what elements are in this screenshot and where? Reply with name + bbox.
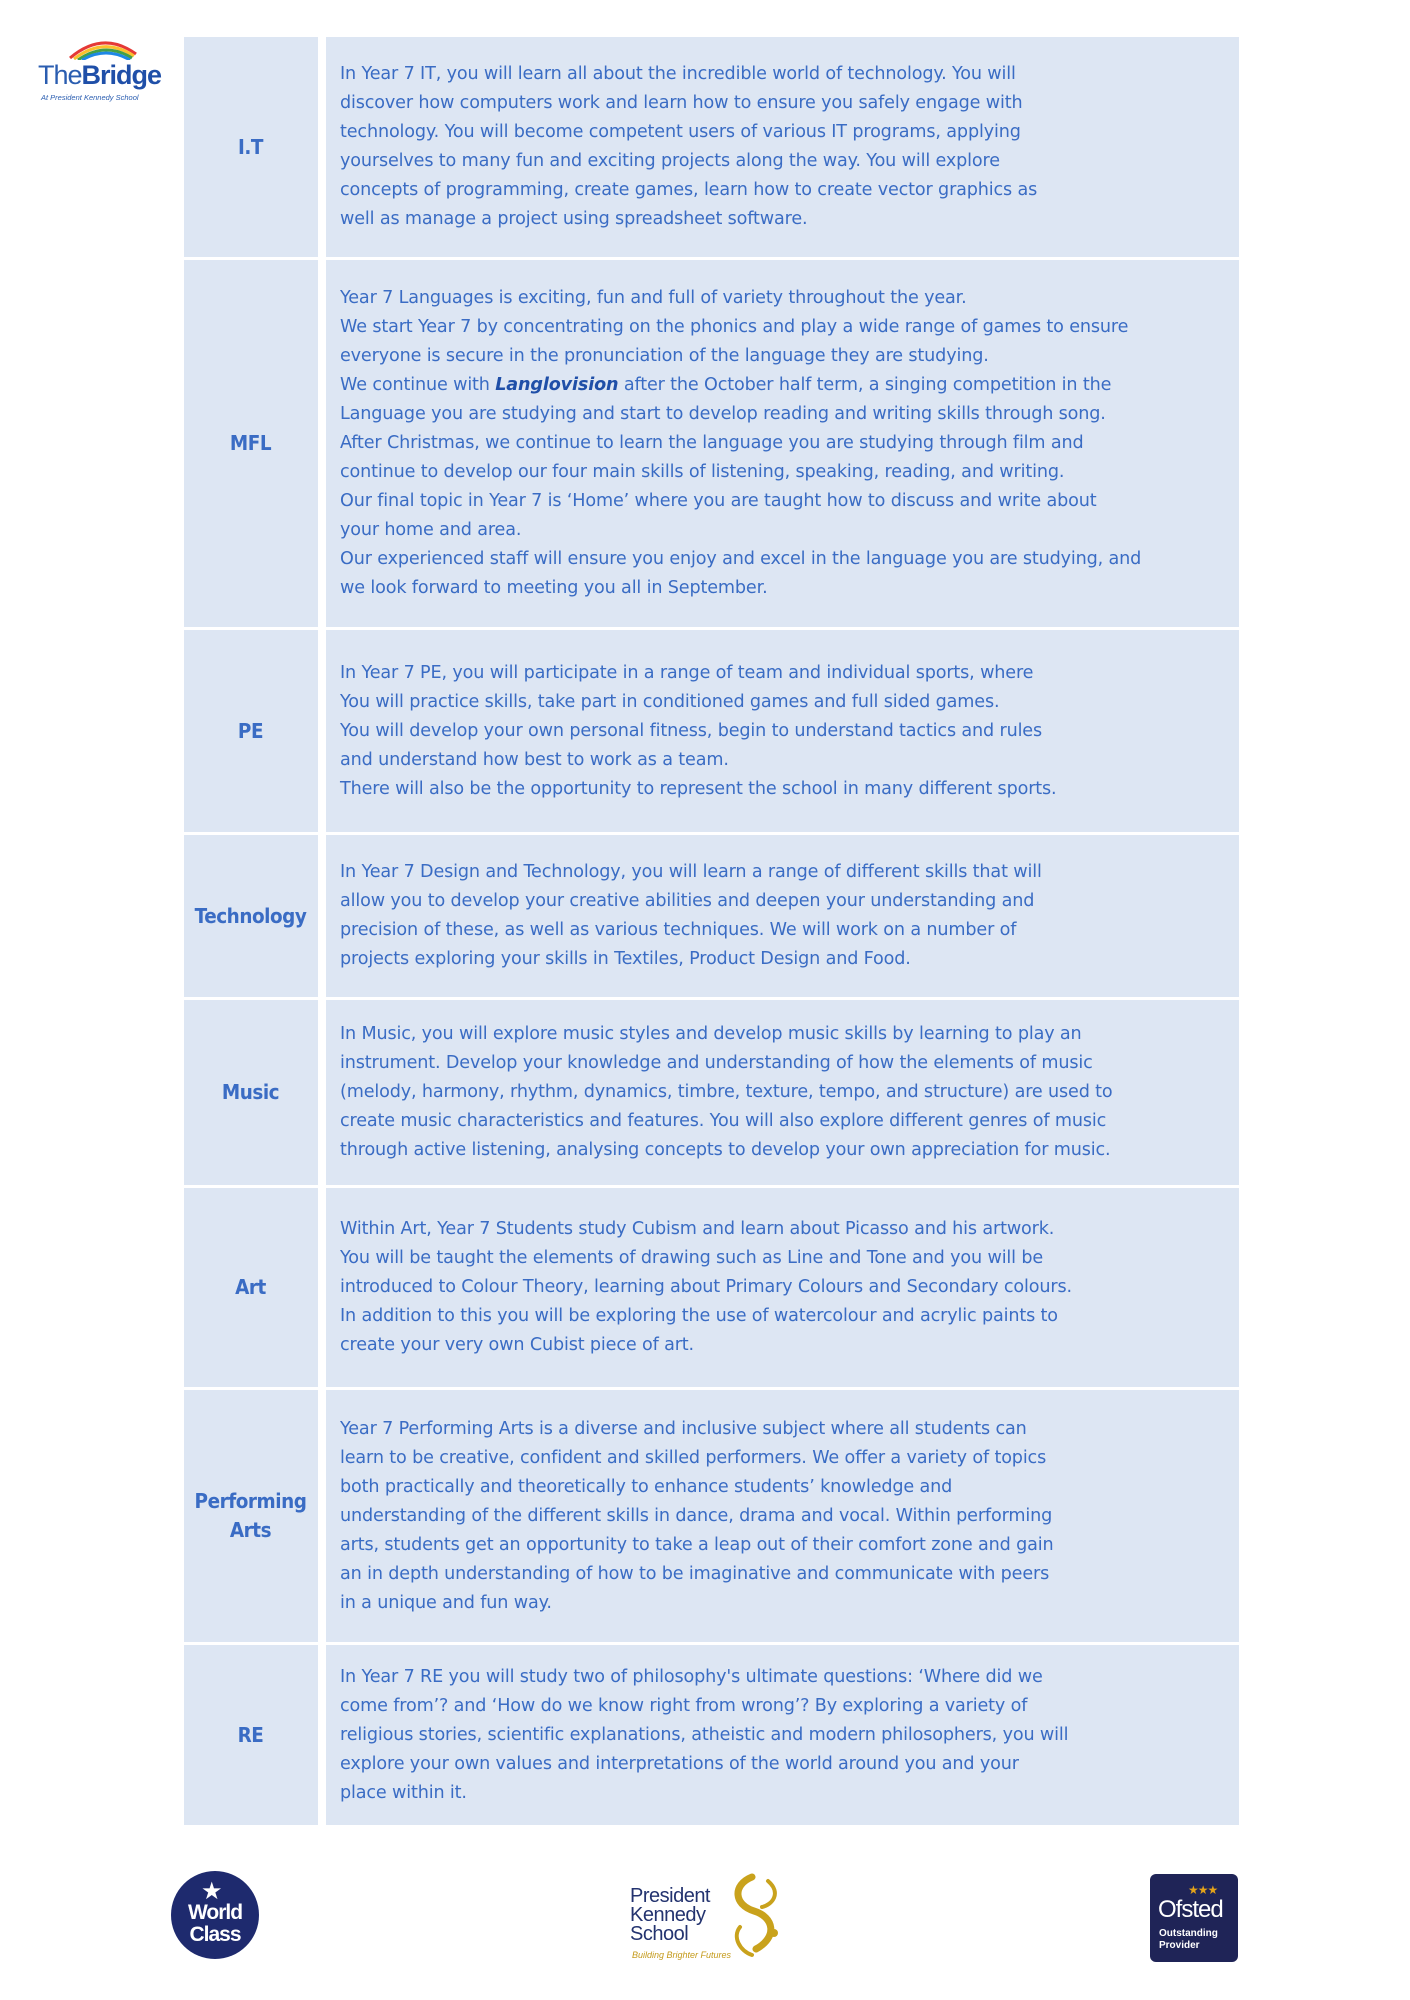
description-line	[340, 1502, 1225, 1531]
subject-description	[325, 36, 1241, 259]
description-line	[340, 1244, 1225, 1273]
subject-row	[176, 259, 1241, 629]
description-text: In Music, you will explore music styles and develop music skills by learning to play an	[340, 1024, 1082, 1044]
logo-the: The	[38, 60, 82, 90]
description-text: come from’? and ‘How do we know right from wrong’? By exploring a variety of	[340, 1695, 1028, 1716]
description-text: Our experienced staff will ensure you enjoy and excel in the language you are studying, and	[340, 549, 1142, 569]
description-line	[340, 313, 1225, 342]
subject-row	[176, 1389, 1241, 1644]
description-text: your home and area.	[340, 520, 522, 540]
description-line	[340, 487, 1225, 516]
description-line	[340, 1273, 1225, 1302]
logo-tagline: At President Kennedy School	[41, 93, 139, 102]
description-text: We start Year 7 by concentrating on the phonics and play a wide range of games to ensure	[340, 317, 1129, 337]
subject-description	[325, 1187, 1241, 1389]
description-text: explore your own values and interpretations of the world around you and your	[340, 1753, 1019, 1774]
description-line	[340, 1444, 1225, 1473]
rainbow-arc-icon	[68, 34, 138, 60]
description-line	[340, 887, 1225, 916]
world-class-word-1: World	[187, 1901, 243, 1924]
description-line	[340, 1692, 1225, 1721]
subject-name	[181, 1389, 318, 1644]
description-line	[340, 342, 1225, 371]
subject-name	[181, 36, 318, 259]
subject-row	[176, 999, 1241, 1187]
description-line	[340, 1750, 1225, 1779]
description-line	[340, 775, 1225, 804]
description-line	[340, 1721, 1225, 1750]
description-text: There will also be the opportunity to represent the school in many different sports.	[340, 778, 1057, 799]
description-text: create music characteristics and features. You will also explore different genres of music	[340, 1111, 1107, 1131]
description-text: continue to develop our four main skills of listening, speaking, reading, and writing.	[340, 462, 1065, 482]
description-line	[340, 1331, 1225, 1360]
subject-description	[325, 999, 1241, 1187]
description-line	[340, 1020, 1225, 1049]
subject-name-line: Arts	[229, 1518, 271, 1542]
subject-name	[181, 259, 318, 629]
subject-name	[181, 1187, 318, 1389]
subject-name	[181, 629, 318, 834]
description-text: In addition to this you will be exploring the use of watercolour and acrylic paints to	[340, 1306, 1058, 1326]
description-line	[340, 1473, 1225, 1502]
description-text: introduced to Colour Theory, learning about Primary Colours and Secondary colours.	[340, 1277, 1072, 1297]
description-text: everyone is secure in the pronunciation of the language they are studying.	[340, 346, 989, 366]
subject-name	[181, 999, 318, 1187]
description-text: understanding of the different skills in dance, drama and vocal. Within performing	[340, 1505, 1053, 1526]
subject-description	[325, 1389, 1241, 1644]
logo-wordmark	[38, 60, 161, 91]
ofsted-logo	[1150, 1874, 1238, 1962]
description-line	[340, 1415, 1225, 1444]
description-line	[340, 1531, 1225, 1560]
pks-name-line-1: President	[630, 1885, 710, 1907]
description-text: In Year 7 Design and Technology, you will learn a range of different skills that will	[340, 862, 1042, 882]
description-line	[340, 429, 1225, 458]
description-text: Our final topic in Year 7 is ‘Home’ where you are taught how to discuss and write about	[340, 491, 1097, 511]
description-line	[340, 545, 1225, 574]
description-line	[340, 147, 1225, 176]
description-line	[340, 516, 1225, 545]
description-text: after the October half term, a singing competition in the	[618, 375, 1112, 395]
subject-name-line: MFL	[229, 431, 271, 455]
description-line	[340, 1302, 1225, 1331]
subject-description	[325, 1644, 1241, 1827]
description-text: discover how computers work and learn how to ensure you safely engage with	[340, 93, 1023, 113]
description-line	[340, 1107, 1225, 1136]
pks-name-line-3: School	[630, 1923, 689, 1945]
emphasis-text: Langlovision	[495, 375, 619, 395]
description-text: In Year 7 RE you will study two of philosophy's ultimate questions: ‘Where did we	[340, 1666, 1043, 1687]
description-text: In Year 7 IT, you will learn all about the incredible world of technology. You will	[340, 64, 1016, 84]
subject-name-line: Technology	[194, 903, 306, 928]
subject-row	[176, 834, 1241, 999]
description-text: Language you are studying and start to develop reading and writing skills through song.	[340, 404, 1106, 424]
subject-name-line: Music	[221, 1080, 279, 1104]
description-text: learn to be creative, confident and skilled performers. We offer a variety of topics	[340, 1447, 1047, 1468]
subject-row	[176, 36, 1241, 259]
description-line	[340, 916, 1225, 945]
description-text: Year 7 Languages is exciting, fun and full of variety throughout the year.	[340, 288, 967, 308]
description-line	[340, 89, 1225, 118]
description-text: You will practice skills, take part in conditioned games and full sided games.	[340, 691, 1000, 712]
world-class-word-2: Class	[189, 1923, 241, 1946]
pks-emblem-icon	[722, 1871, 792, 1961]
description-text: technology. You will become competent users of various IT programs, applying	[340, 122, 1021, 142]
description-line	[340, 858, 1225, 887]
description-text: Within Art, Year 7 Students study Cubism and learn about Picasso and his artwork.	[340, 1219, 1055, 1239]
description-text: and understand how best to work as a team.	[340, 749, 729, 770]
subject-row	[176, 1644, 1241, 1827]
description-line	[340, 371, 1225, 400]
ofsted-word: Ofsted	[1158, 1896, 1223, 1923]
logo-bridge: Bridge	[81, 60, 162, 90]
description-line	[340, 659, 1225, 688]
description-text: Year 7 Performing Arts is a diverse and inclusive subject where all students can	[340, 1418, 1027, 1439]
description-text: both practically and theoretically to enhance students’ knowledge and	[340, 1476, 953, 1497]
ofsted-stars-icon: ★★★	[1188, 1883, 1218, 1897]
description-text: projects exploring your skills in Textiles, Product Design and Food.	[340, 949, 911, 969]
subject-description	[325, 834, 1241, 999]
description-text: through active listening, analysing concepts to develop your own appreciation for music.	[340, 1140, 1111, 1160]
description-line	[340, 1589, 1225, 1618]
subject-description	[325, 259, 1241, 629]
star-icon: ★	[201, 1878, 223, 1905]
description-line	[340, 400, 1225, 429]
subjects-table	[174, 34, 1242, 1828]
pks-motto: Building Brighter Futures	[632, 1950, 732, 1960]
subject-name-line: I.T	[237, 134, 263, 159]
description-text: create your very own Cubist piece of art.	[340, 1335, 694, 1355]
subject-name	[181, 1644, 318, 1827]
description-line	[340, 717, 1225, 746]
description-text: precision of these, as well as various techniques. We will work on a number of	[340, 920, 1017, 940]
description-text: arts, students get an opportunity to take a leap out of their comfort zone and gain	[340, 1534, 1054, 1555]
description-text: well as manage a project using spreadsheet software.	[340, 209, 808, 229]
description-line	[340, 1560, 1225, 1589]
pks-name	[630, 1887, 710, 1944]
description-line	[340, 176, 1225, 205]
ofsted-sub	[1159, 1928, 1218, 1952]
description-text: religious stories, scientific explanations, atheistic and modern philosophers, you will	[340, 1724, 1069, 1745]
subject-name-line: RE	[237, 1722, 263, 1747]
description-line	[340, 1663, 1225, 1692]
description-line	[340, 1078, 1225, 1107]
description-line	[340, 205, 1225, 234]
ofsted-sub-line-1: Outstanding	[1159, 1928, 1218, 1939]
subject-row	[176, 1187, 1241, 1389]
description-line	[340, 945, 1225, 974]
description-line	[340, 284, 1225, 313]
description-line	[340, 1049, 1225, 1078]
president-kennedy-school-logo	[630, 1871, 800, 1967]
subject-name	[181, 834, 318, 999]
subject-name-line: Performing	[194, 1489, 306, 1513]
subject-row	[176, 629, 1241, 834]
description-line	[340, 1779, 1225, 1808]
description-text: We continue with	[340, 375, 496, 395]
description-line	[340, 458, 1225, 487]
description-text: in a unique and fun way.	[340, 1592, 552, 1613]
subject-name-line: Art	[234, 1275, 266, 1299]
pks-name-line-2: Kennedy	[630, 1904, 706, 1926]
description-line	[340, 1215, 1225, 1244]
subject-name-line: PE	[237, 718, 263, 743]
description-line	[340, 688, 1225, 717]
description-text: (melody, harmony, rhythm, dynamics, timbre, texture, tempo, and structure) are used to	[340, 1082, 1113, 1102]
ofsted-sub-line-2: Provider	[1159, 1940, 1200, 1951]
world-class-text	[175, 1902, 255, 1946]
description-text: After Christmas, we continue to learn the language you are studying through film and	[340, 433, 1084, 453]
description-text: an in depth understanding of how to be imaginative and communicate with peers	[340, 1563, 1050, 1584]
world-class-logo	[171, 1871, 281, 1959]
subject-description	[325, 629, 1241, 834]
description-line	[340, 574, 1225, 603]
description-text: instrument. Develop your knowledge and understanding of how the elements of music	[340, 1053, 1093, 1073]
description-text: concepts of programming, create games, learn how to create vector graphics as	[340, 180, 1038, 200]
description-line	[340, 118, 1225, 147]
description-text: place within it.	[340, 1782, 467, 1803]
description-text: In Year 7 PE, you will participate in a range of team and individual sports, where	[340, 662, 1034, 683]
description-text: allow you to develop your creative abilities and deepen your understanding and	[340, 891, 1035, 911]
description-line	[340, 60, 1225, 89]
description-text: You will be taught the elements of drawing such as Line and Tone and you will be	[340, 1248, 1044, 1268]
the-bridge-logo	[38, 34, 162, 106]
description-text: yourselves to many fun and exciting projects along the way. You will explore	[340, 151, 1000, 171]
description-text: You will develop your own personal fitness, begin to understand tactics and rules	[340, 720, 1043, 741]
description-text: we look forward to meeting you all in September.	[340, 578, 768, 598]
description-line	[340, 1136, 1225, 1165]
description-line	[340, 746, 1225, 775]
